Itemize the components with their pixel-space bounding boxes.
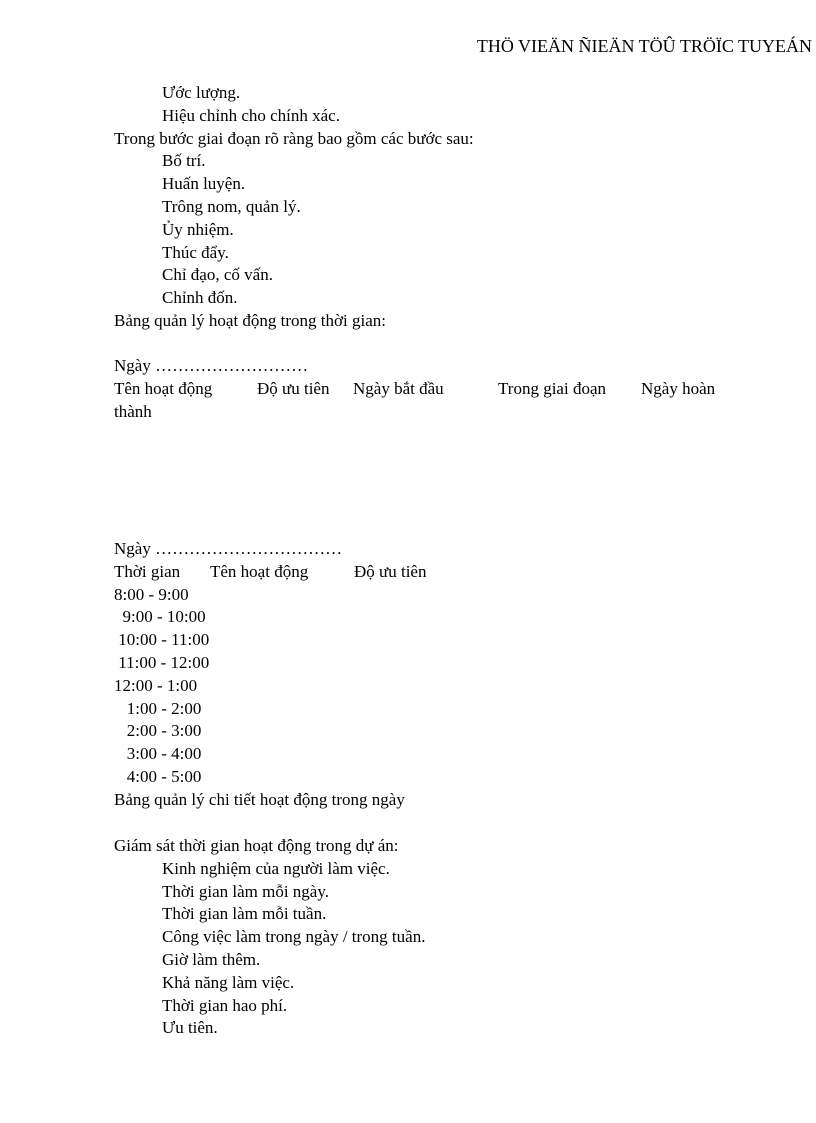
column-header: Ngày hoàn	[641, 378, 716, 398]
table-header-row	[114, 378, 794, 401]
date-line: Ngày ……………………………	[114, 539, 343, 558]
list-item: Chỉnh đốn.	[162, 288, 238, 308]
time-slot: 4:00 - 5:00	[114, 766, 202, 786]
list-item: Giờ làm thêm.	[162, 949, 261, 969]
time-slot: 3:00 - 4:00	[114, 744, 202, 764]
table-caption: Bảng quản lý hoạt động trong thời gian:	[114, 310, 386, 330]
daily-table	[114, 538, 514, 812]
list-item: Hiệu chỉnh cho chính xác.	[162, 105, 340, 125]
page-header: THÖ VIEÄN ÑIEÄN TÖÛ TRÖÏC TUYEÁN	[476, 36, 812, 56]
time-slot: 9:00 - 10:00	[114, 607, 206, 627]
list-item: Thời gian làm mỗi tuần.	[162, 904, 327, 924]
time-slot: 12:00 - 1:00	[114, 675, 198, 695]
time-slot: 11:00 - 12:00	[114, 652, 210, 672]
list-item: Ủy nhiệm.	[162, 219, 234, 239]
column-header: Ngày bắt đầu	[353, 378, 444, 398]
list-item: Huấn luyện.	[162, 174, 246, 194]
list-item: Khả năng làm việc.	[162, 972, 295, 992]
section-heading: Trong bước giai đoạn rõ ràng bao gồm các bước sau:	[114, 128, 474, 148]
table-caption: Bảng quản lý chi tiết hoạt động trong ngày	[114, 789, 405, 809]
column-header: Trong giai đoạn	[498, 378, 606, 398]
list-item: Thúc đẩy.	[162, 242, 229, 262]
column-header-wrap: thành	[114, 401, 152, 421]
list-item: Trông nom, quản lý.	[162, 196, 301, 216]
time-slot: 10:00 - 11:00	[114, 630, 210, 650]
list-item: Công việc làm trong ngày / trong tuần.	[162, 927, 426, 947]
top-block	[114, 82, 474, 333]
time-slot: 2:00 - 3:00	[114, 721, 202, 741]
table-header-row	[114, 561, 514, 584]
column-header: Thời gian	[114, 561, 181, 581]
list-item: Thời gian làm mỗi ngày.	[162, 881, 329, 901]
column-header: Tên hoạt động	[114, 378, 213, 398]
time-slot: 1:00 - 2:00	[114, 698, 202, 718]
section-heading: Giám sát thời gian hoạt động trong dự án:	[114, 836, 399, 855]
activity-table	[114, 355, 794, 423]
time-slot: 8:00 - 9:00	[114, 584, 189, 604]
list-item: Bố trí.	[162, 151, 206, 171]
list-item: Kinh nghiệm của người làm việc.	[162, 858, 390, 878]
column-header: Độ ưu tiên	[354, 561, 427, 581]
list-item: Chỉ đạo, cố vấn.	[162, 265, 273, 285]
monitoring-section	[114, 835, 425, 1040]
list-item: Thời gian hao phí.	[162, 995, 288, 1015]
column-header: Độ ưu tiên	[257, 378, 330, 398]
date-line: Ngày ………………………	[114, 356, 309, 375]
column-header: Tên hoạt động	[210, 561, 309, 581]
list-item: Ước lượng.	[162, 83, 241, 102]
list-item: Ưu tiên.	[162, 1018, 218, 1038]
